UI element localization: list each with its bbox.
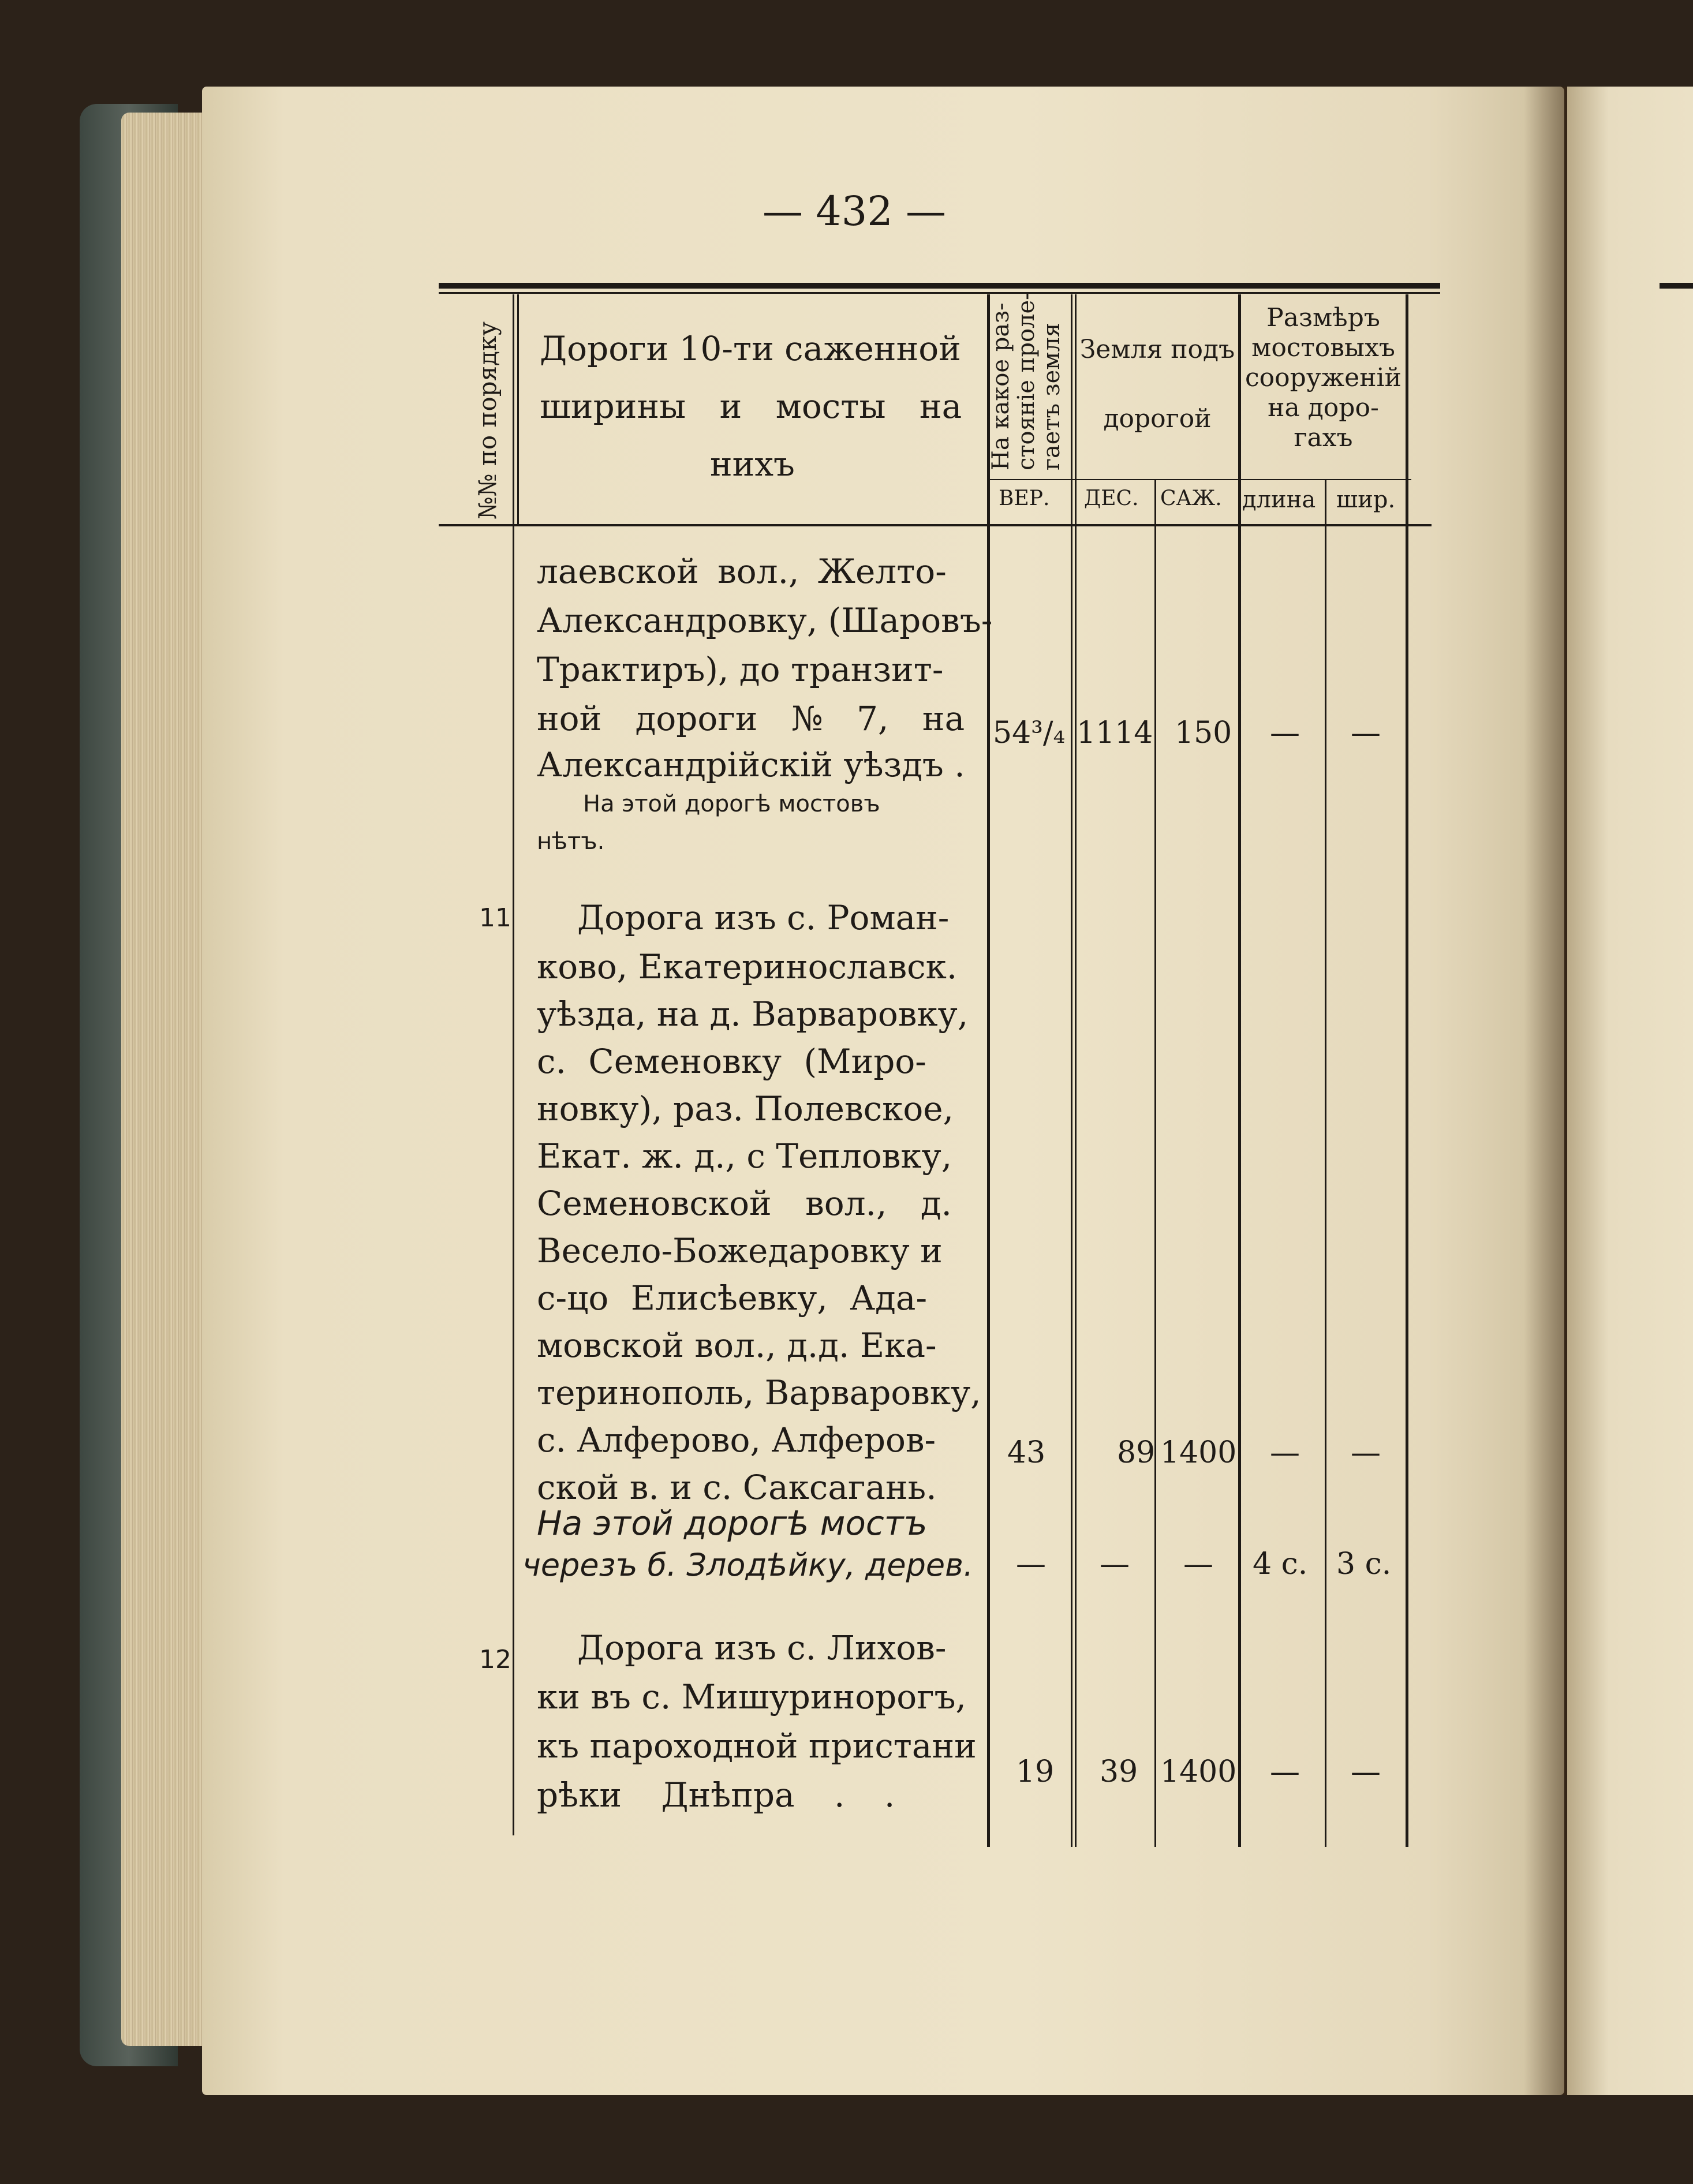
page-gutter xyxy=(1524,87,1570,2095)
row12-number: 12 xyxy=(479,1645,511,1674)
row1-length: — xyxy=(1270,716,1300,750)
facing-page xyxy=(1567,87,1693,2095)
row11-bridge-width: 3 с. xyxy=(1336,1547,1392,1581)
row11-bridge-des: — xyxy=(1100,1547,1130,1581)
row11-line13: ской в. и с. Саксагань. xyxy=(537,1468,937,1507)
row11-width: — xyxy=(1351,1435,1381,1470)
row1-distance: 54³/₄ xyxy=(993,716,1066,750)
table-top-rule-thin xyxy=(439,292,1440,294)
row11-distance: 43 xyxy=(1007,1435,1046,1470)
row12-distance: 19 xyxy=(1016,1755,1055,1789)
row11-line11: теринополь, Варваровку, xyxy=(537,1373,981,1412)
row11-length: — xyxy=(1270,1435,1300,1470)
row11-des: 89 xyxy=(1117,1435,1156,1470)
header-land-line2: дорогой xyxy=(1103,404,1212,433)
row11-number: 11 xyxy=(479,903,511,933)
row11-line6: Екат. ж. д., с Тепловку, xyxy=(537,1136,952,1176)
unit-des: ДЕС. xyxy=(1084,487,1139,510)
row11-line7: Семеновской вол., д. xyxy=(537,1184,952,1223)
col-divider-6 xyxy=(1325,479,1326,1847)
header-distance-line3: гаетъ земля xyxy=(1038,322,1065,470)
unit-sazh: САЖ. xyxy=(1160,487,1222,510)
row11-sazh: 1400 xyxy=(1160,1435,1237,1470)
row11-line8: Весело-Божедаровку и xyxy=(537,1231,943,1270)
row12-line3: къ пароходной пристани xyxy=(537,1726,977,1766)
unit-length: длина xyxy=(1242,487,1316,513)
row1-note-line1: На этой дорогѣ мостовъ xyxy=(583,791,880,817)
col-divider-3b xyxy=(1075,294,1077,1847)
header-bridges-line5: гахъ xyxy=(1294,423,1353,452)
header-bottom-rule xyxy=(439,524,1432,526)
row11-line9: с-цо Елисѣевку, Ада- xyxy=(537,1278,928,1318)
header-land-line1: Земля подъ xyxy=(1079,335,1235,364)
page-number: — 432 — xyxy=(762,188,947,235)
header-distance-line2: стояніе проле- xyxy=(1013,292,1040,470)
table-top-rule xyxy=(439,283,1440,289)
row1-note-line2: нѣтъ. xyxy=(537,828,605,855)
row12-des: 39 xyxy=(1100,1755,1138,1789)
row1-sazh: 150 xyxy=(1175,716,1232,750)
row12-line2: ки въ с. Мишуринорогъ, xyxy=(537,1677,966,1716)
header-bridges-line3: сооруженій xyxy=(1245,363,1402,392)
header-bridges-line4: на доро- xyxy=(1268,393,1379,422)
col-divider-1 xyxy=(513,294,514,1835)
row1-line2: Александровку, (Шаровъ- xyxy=(537,601,993,640)
facing-page-rule xyxy=(1660,283,1693,289)
row11-line1: Дорога изъ с. Роман- xyxy=(577,898,950,937)
row1-line3: Трактиръ), до транзит- xyxy=(537,650,944,689)
header-roads-line3: нихъ xyxy=(710,444,795,484)
header-distance-line1: На какое раз- xyxy=(988,302,1014,470)
row11-bridge-length: 4 с. xyxy=(1253,1547,1308,1581)
row12-line1: Дорога изъ с. Лихов- xyxy=(577,1628,947,1667)
row11-bridge-note-line1: На этой дорогѣ мостъ xyxy=(537,1504,928,1543)
col-divider-5 xyxy=(1238,294,1241,1847)
row12-sazh: 1400 xyxy=(1160,1755,1237,1789)
col-divider-7 xyxy=(1406,294,1408,1847)
row11-bridge-distance: — xyxy=(1016,1547,1046,1581)
header-roads-line1: Дороги 10-ти саженной xyxy=(540,329,961,368)
row12-line4: рѣки Днѣпра . . xyxy=(537,1775,895,1815)
row11-bridge-note-line2: черезъ б. Злодѣйку, дерев. xyxy=(522,1547,974,1583)
row11-line5: новку), раз. Полевское, xyxy=(537,1089,954,1128)
unit-ver: ВЕР. xyxy=(999,487,1050,510)
units-top-rule xyxy=(987,479,1411,480)
row11-bridge-sazh: — xyxy=(1183,1547,1213,1581)
row1-line1: лаевской вол., Желто- xyxy=(537,552,947,591)
header-roads-line2: ширины и мосты на xyxy=(540,387,962,426)
row1-width: — xyxy=(1351,716,1381,750)
header-bridges-line2: мостовыхъ xyxy=(1251,333,1395,362)
row11-line4: с. Семеновку (Миро- xyxy=(537,1042,926,1081)
row11-line3: уѣзда, на д. Варваровку, xyxy=(537,994,969,1034)
row12-width: — xyxy=(1351,1755,1381,1789)
row1-line4: ной дороги № 7, на xyxy=(537,699,965,738)
row11-line2: ково, Екатеринославск. xyxy=(537,947,958,986)
header-order: №№ по порядку xyxy=(473,321,502,519)
col-divider-3 xyxy=(1071,294,1072,1847)
unit-width: шир. xyxy=(1336,487,1396,513)
col-divider-1b xyxy=(517,294,519,525)
row11-line10: мовской вол., д.д. Ека- xyxy=(537,1326,937,1365)
row12-length: — xyxy=(1270,1755,1300,1789)
col-divider-2 xyxy=(987,294,990,1847)
row1-des: 1114 xyxy=(1077,716,1153,750)
row11-line12: с. Алферово, Алферов- xyxy=(537,1420,936,1460)
row1-line5: Александрійскій уѣздъ . xyxy=(537,745,965,784)
col-divider-4 xyxy=(1154,479,1156,1847)
header-bridges-line1: Размѣръ xyxy=(1266,303,1380,332)
